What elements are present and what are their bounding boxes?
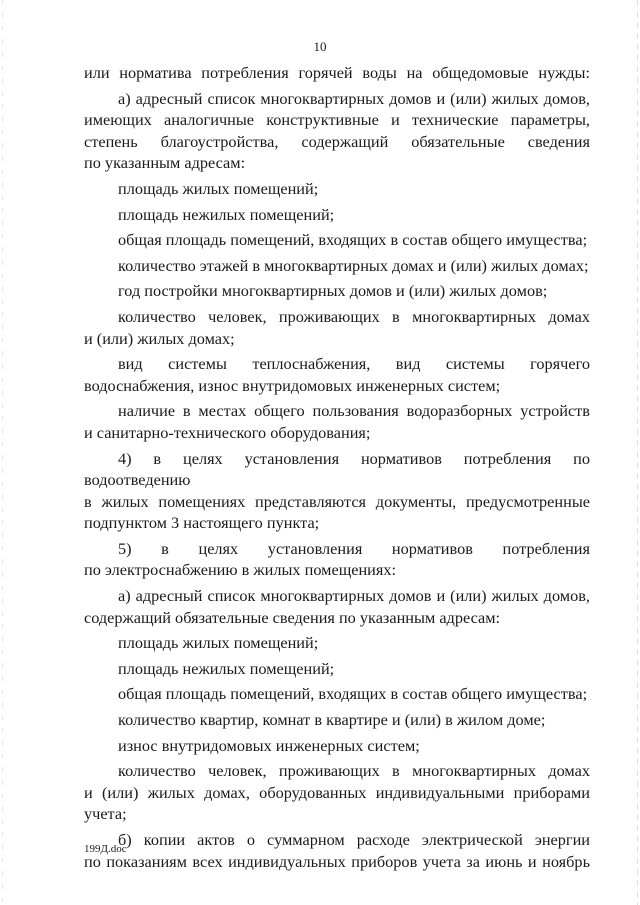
text-line: наличие в местах общего пользования водоразборных устройств [118, 401, 590, 421]
text-line: степень благоустройства, содержащий обязательные сведения [84, 131, 590, 151]
text-line: водоснабжения, износ внутридомовых инженерных систем; [84, 375, 501, 395]
text-line: площадь жилых помещений; [118, 178, 319, 198]
text-line: имеющих аналогичные конструктивные и технические параметры, [84, 110, 590, 130]
text-line: и санитарно-технического оборудования; [84, 422, 371, 442]
text-line: 5) в целях установления нормативов потребления [118, 538, 590, 558]
text-line: содержащий обязательные сведения по указанным адресам: [84, 607, 501, 627]
scan-edge-right [637, 0, 638, 905]
text-line: количество человек, проживающих в многоквартирных домах [118, 761, 590, 781]
text-line: в жилых помещениях представляются документы, предусмотренные [84, 491, 590, 511]
text-line: 4) в целях установления нормативов потребления по водоотведению [84, 448, 590, 490]
text-line: год постройки многоквартирных домов и (или) жилых домов; [118, 281, 548, 301]
text-line: и (или) жилых домах; [84, 328, 235, 348]
text-line: площадь нежилых помещений; [118, 658, 335, 678]
text-line: площадь нежилых помещений; [118, 204, 335, 224]
text-line: по показаниям всех индивидуальных приборов учета за июнь и ноябрь [84, 851, 590, 871]
text-line: общая площадь помещений, входящих в состав общего имущества; [118, 684, 588, 704]
text-line: количество квартир, комнат в квартире и (или) в жилом доме; [118, 710, 546, 730]
text-line: по указанным адресам: [84, 153, 246, 173]
text-line: б) копии актов о суммарном расходе электрической энергии [118, 830, 590, 849]
text-line: количество этажей в многоквартирных домах и (или) жилых домах; [118, 255, 589, 275]
document-body [84, 62, 590, 872]
text-line: количество человек, проживающих в многоквартирных домах [118, 306, 590, 326]
text-line: вид системы теплоснабжения, вид системы горячего [118, 354, 590, 374]
text-line: и (или) жилых домах, оборудованных индивидуальными приборами [84, 782, 590, 802]
page-number: 10 [313, 39, 327, 54]
text-line: а) адресный список многоквартирных домов и (или) жилых домов, [118, 88, 590, 108]
text-line: общая площадь помещений, входящих в состав общего имущества; [118, 230, 588, 250]
text-line: по электроснабжению в жилых помещениях: [84, 560, 397, 580]
text-line: учета; [84, 804, 127, 824]
text-line: площадь жилых помещений; [118, 633, 319, 653]
text-line: или норматива потребления горячей воды на общедомовые нужды: [84, 63, 590, 82]
text-line: а) адресный список многоквартирных домов и (или) жилых домов, [118, 586, 590, 606]
scan-edge-left [2, 0, 3, 905]
file-name-footer: 199Д.doc [84, 843, 127, 855]
text-line: износ внутридомовых инженерных систем; [118, 735, 420, 755]
text-line: подпунктом 3 настоящего пункта; [84, 513, 320, 533]
